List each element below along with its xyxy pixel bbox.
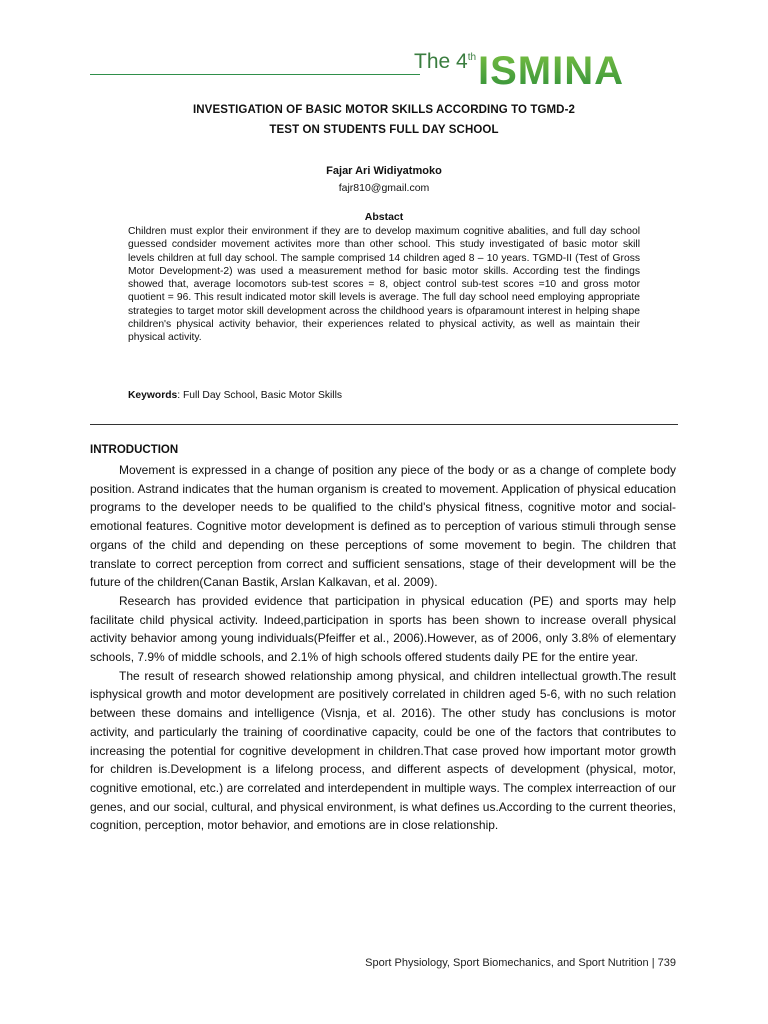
header-rule xyxy=(90,74,420,75)
abstract-text: Children must explor their environment if they are to develop maximum cognitive abalities, and full day school guessed condsider movement activites more than other school. This study investigated of basic motor skill levels children at full day school. The sample comprised 14 children aged 8 – 10 years. TGMD-II (Test of Gross Motor Development-2) was used a measurement method for basic motor skills. According test the findings showed that, average locomotors sub-test scores = 8, object control sub-test scores =10 and gross motor quotient = 96. This result indicated motor skill levels is average. The full day school need employing appropriate strategies to target motor skill development across the childhood years is ofparamount interest in helping shape children's physical activity behavior, their experiences related to physical activity, as well as maintain their physical activity. xyxy=(128,226,640,344)
logo-wordmark xyxy=(478,50,678,90)
paragraph: The result of research showed relationship among physical, and children intellectual growth.The result isphysical growth and motor development are positively correlated in children aged 5-6, with no such relation between these domains and intelligence (Visnja, et al. 2016). The other study has conclusions is motor activity, and particularly the training of coordinative capacity, could be one of the factors that contributes to increasing the potential for cognitive development in children.That case proved how important motor growth for children is.Development is a lifelong process, and different aspects of development (physical, motor, cognitive emotional, etc.) are correlated and interdependent in multiple ways. The complex interreaction of our genes, and our social, cultural, and physical environment, is what defines us.According to the current theories, cognition, perception, motor behavior, and emotions are in close relationship. xyxy=(90,668,676,833)
paper-title-line1: INVESTIGATION OF BASIC MOTOR SKILLS ACCORDING TO TGMD-2 xyxy=(192,104,576,116)
paragraph: Movement is expressed in a change of position any piece of the body or as a change of complete body position. Astrand indicates that the human organism is created to movement. Application of physical education programs to the developer needs to be qualified to the child's physical fitness, cognitive motor and social-emotional features. Cognitive motor development is defined as to perception of various stimuli through sense organs of the child and depending on these perceptions of some movement to begin. The children that translate to correct perception from correct and sufficient sensations, stage of their development will be the future of the children(Canan Bastik, Arslan Kalkavan, et al. 2009). xyxy=(90,463,676,590)
section-divider xyxy=(90,424,678,425)
keywords-label: Keywords xyxy=(128,390,178,401)
keywords-text: : Full Day School, Basic Motor Skills xyxy=(177,390,343,401)
abstract-heading: Abstact xyxy=(364,211,404,223)
author-email: fajr810@gmail.com xyxy=(338,182,430,194)
author-name: Fajar Ari Widiyatmoko xyxy=(326,165,442,177)
introduction-body xyxy=(90,461,676,835)
logo-prefix: The 4th xyxy=(414,50,477,73)
introduction-heading: INTRODUCTION xyxy=(90,444,179,456)
keywords xyxy=(128,390,342,401)
paragraph: Research has provided evidence that participation in physical education (PE) and sports may help facilitate child physical activity. Indeed,participation in sports has been shown to increase overall physical activity behavior among young individuals(Pfeiffer et al., 2006).However, as of 2006, only 3.8% of elementary schools, 7.9% of middle schools, and 2.1% of high schools offered students daily PE for the entire year. xyxy=(90,593,676,665)
ismina-logo xyxy=(412,50,682,90)
page-footer: Sport Physiology, Sport Biomechanics, and Sport Nutrition | 739 xyxy=(365,957,676,969)
svg-text:ISMINA: ISMINA xyxy=(478,50,624,90)
paper-title-line2: TEST ON STUDENTS FULL DAY SCHOOL xyxy=(269,124,499,136)
